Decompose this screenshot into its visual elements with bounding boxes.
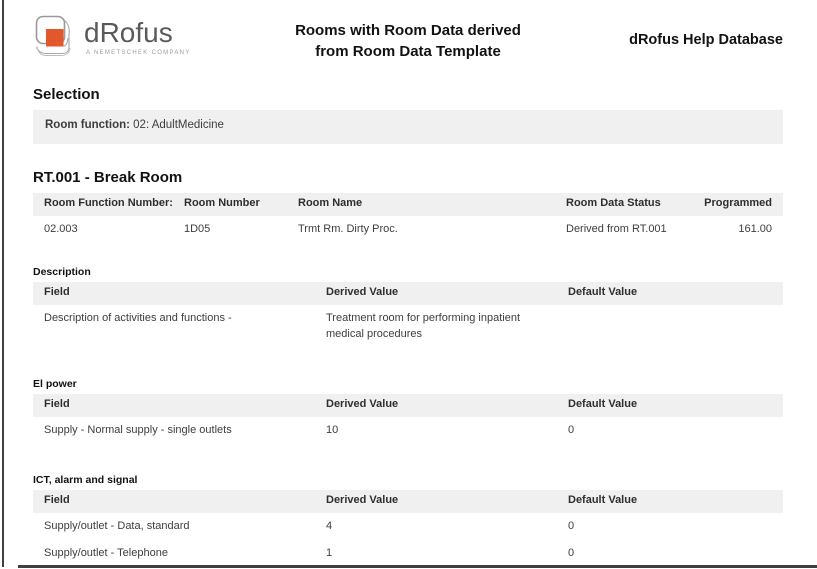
subsection-table	[33, 282, 783, 349]
report-title-line2: from Room Data Template	[315, 43, 501, 60]
derived-value-cell: 4	[326, 519, 333, 532]
column-header: Derived Value	[326, 397, 399, 410]
column-header: Field	[44, 285, 70, 298]
subsection-header-row	[33, 394, 783, 417]
column-header: Default Value	[568, 285, 638, 298]
subsection-header-row	[33, 282, 783, 305]
table-row	[33, 540, 783, 568]
column-header: Field	[44, 493, 70, 506]
derived-value-cell: 1	[326, 547, 333, 560]
database-name: dRofus Help Database	[629, 32, 783, 48]
table-row	[33, 417, 783, 445]
subsection-ict-alarm-signal	[33, 474, 783, 569]
report-title-line1: Rooms with Room Data derived	[295, 22, 521, 39]
report-content	[33, 13, 783, 568]
table-row	[33, 513, 783, 541]
room-table	[33, 193, 783, 244]
default-value-cell: 0	[568, 423, 575, 436]
programmed-cell: 161.00	[738, 222, 772, 235]
column-header: Default Value	[568, 493, 638, 506]
room-name-cell: Trmt Rm. Dirty Proc.	[298, 222, 398, 235]
column-header: Derived Value	[326, 493, 399, 506]
room-section-heading: RT.001 - Break Room	[33, 169, 183, 186]
column-header: Default Value	[568, 397, 638, 410]
report-title	[256, 13, 561, 62]
field-cell: Description of activities and functions -	[44, 311, 232, 324]
selection-label: Room function:	[45, 119, 130, 131]
derived-value-cell: 10	[326, 423, 339, 436]
selection-bar	[33, 110, 783, 144]
page-left-border	[2, 0, 4, 567]
default-value-cell	[557, 305, 783, 349]
room-function-number-cell: 02.003	[44, 222, 78, 235]
field-cell: Supply - Normal supply - single outlets	[44, 423, 232, 436]
subsection-el-power	[33, 378, 783, 445]
column-header: Derived Value	[326, 285, 399, 298]
logo-text	[84, 18, 191, 56]
selection-heading: Selection	[33, 86, 100, 103]
column-header: Room Number	[184, 197, 260, 209]
report-header	[33, 13, 783, 62]
default-value-cell: 0	[568, 547, 575, 560]
column-header: Programmed	[704, 197, 772, 209]
subsection-table	[33, 490, 783, 569]
table-row	[33, 305, 783, 349]
column-header: Field	[44, 397, 70, 410]
subsection-header-row	[33, 490, 783, 513]
drofus-logo	[33, 13, 256, 60]
selection-value: 02: AdultMedicine	[133, 119, 224, 131]
subsection-title: Description	[33, 265, 91, 278]
derived-value-cell: Treatment room for performing inpatient medical procedures	[326, 311, 521, 340]
room-table-header-row	[33, 193, 783, 216]
room-data-status-cell: Derived from RT.001	[566, 222, 667, 235]
subsection-title: El power	[33, 377, 77, 390]
column-header: Room Function Number:	[44, 197, 173, 209]
drofus-cube-icon	[33, 14, 79, 60]
room-number-cell: 1D05	[184, 222, 211, 235]
subsection-table	[33, 394, 783, 445]
column-header: Room Name	[298, 197, 363, 209]
logo-tagline: A NEMETSCHEK COMPANY	[86, 50, 191, 57]
subsection-description	[33, 266, 783, 349]
field-cell: Supply/outlet - Telephone	[44, 547, 168, 560]
table-row	[33, 216, 783, 244]
field-cell: Supply/outlet - Data, standard	[44, 519, 190, 532]
logo-brand-text: dRofus	[84, 17, 173, 48]
default-value-cell: 0	[568, 519, 575, 532]
subsection-title: ICT, alarm and signal	[33, 473, 138, 486]
column-header: Room Data Status	[566, 197, 661, 209]
